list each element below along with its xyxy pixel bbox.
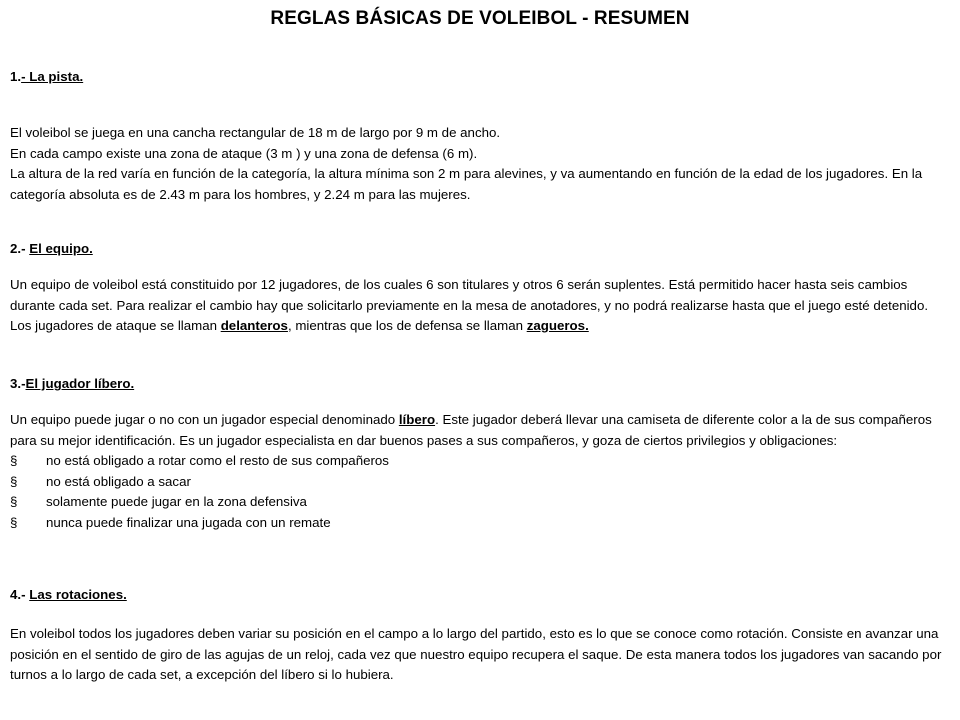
list-item (10, 472, 945, 493)
section-number: 3.- (10, 376, 26, 391)
bullet-icon: § (10, 514, 18, 530)
term-zagueros: zagueros. (526, 318, 589, 333)
paragraph: El voleibol se juega en una cancha rectangular de 18 m de largo por 9 m de ancho. (10, 125, 501, 140)
page-title: REGLAS BÁSICAS DE VOLEIBOL - RESUMEN (270, 8, 690, 29)
list-item (10, 513, 945, 534)
section-pista-heading (10, 67, 945, 88)
paragraph-text: Un equipo de voleibol está constituido por 12 jugadores, de los cuales 6 son titulares y otros 6 serán suplentes. Está permitido hacer hasta seis cambios durante cada set. Para realizar el cambio hay que solicitarlo previamente en la mesa de anotadores, y no podrá realizarse hasta que el juego esté detenido. Los jugadores de ataque se llaman (10, 277, 929, 333)
paragraph-text: . Este jugador deberá llevar una camiseta de diferente color a la de sus compañeros para su mejor identificación. Es un jugador especialista en dar buenos pases a sus compañeros, y goza de ciertos privilegios y obligaciones: (10, 412, 932, 448)
section-title: Las rotaciones. (29, 587, 127, 602)
section-title: - La pista. (21, 69, 84, 84)
paragraph: En voleibol todos los jugadores deben variar su posición en el campo a lo largo del partido, esto es lo que se conoce como rotación. Consiste en avanzar una posición en el sentido de giro de las agujas de un reloj, cada vez que nuestro equipo recupera el saque. De esta manera todos los jugadores van sacando por turnos a lo largo de cada set, a excepción del líbero si lo hubiera. (10, 626, 942, 682)
term-delanteros: delanteros (220, 318, 288, 333)
section-title: El jugador líbero. (25, 376, 135, 391)
term-libero: líbero (398, 412, 436, 427)
paragraph: En cada campo existe una zona de ataque (3 m ) y una zona de defensa (6 m). (10, 145, 478, 161)
section-number: 4.- (10, 587, 26, 602)
section-title: El equipo. (29, 241, 93, 256)
list-item-text: no está obligado a sacar (46, 473, 191, 489)
section-libero-heading (10, 374, 945, 395)
section-pista-body (10, 123, 945, 205)
section-rotaciones-heading (10, 585, 945, 606)
section-rotaciones-body (10, 624, 945, 686)
list-item-text: solamente puede jugar en la zona defensiva (46, 494, 307, 509)
bullet-icon: § (10, 453, 18, 468)
paragraph: La altura de la red varía en función de la categoría, la altura mínima son 2 m para alevines, y va aumentando en función de la edad de los jugadores. En la categoría absoluta es de 2.43 m para los hombres, y 2.24 m para las mujeres. (10, 166, 923, 202)
section-number: 1. (10, 69, 22, 84)
list-item (10, 451, 945, 472)
paragraph (10, 275, 945, 337)
bullet-icon: § (10, 473, 18, 489)
section-libero-body (10, 410, 945, 533)
paragraph (10, 410, 945, 451)
paragraph-text: , mientras que los de defensa se llaman (287, 318, 527, 333)
list-item (10, 492, 945, 513)
bullet-icon: § (10, 494, 18, 509)
paragraph-text: Un equipo puede jugar o no con un jugador especial denominado (10, 412, 399, 427)
section-number: 2.- (10, 241, 26, 256)
list-item-text: nunca puede finalizar una jugada con un remate (46, 514, 331, 530)
section-equipo-body (10, 275, 945, 337)
section-equipo-heading (10, 239, 945, 260)
document-page (10, 0, 945, 720)
list-item-text: no está obligado a rotar como el resto de sus compañeros (46, 453, 389, 468)
